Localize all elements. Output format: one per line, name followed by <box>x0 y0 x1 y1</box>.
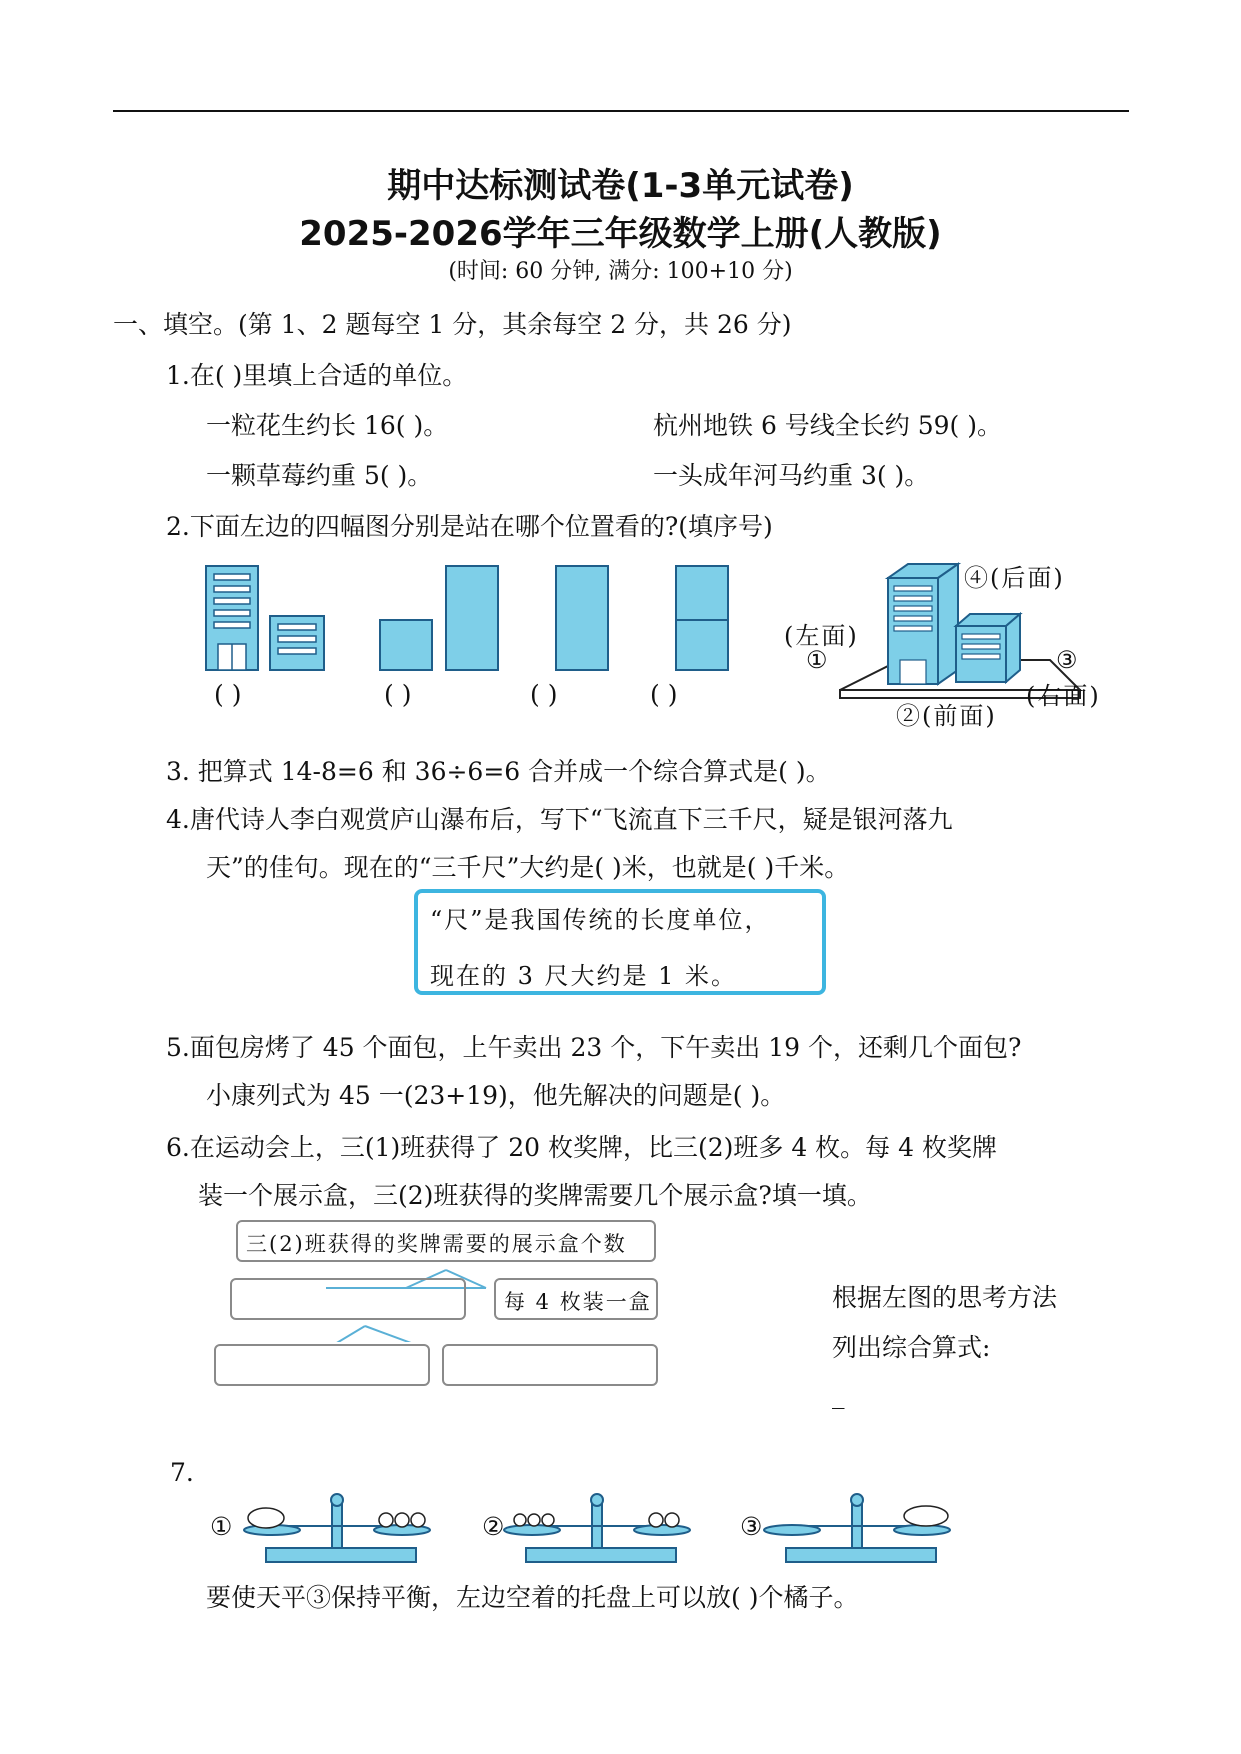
flow-blank-box[interactable] <box>442 1344 658 1386</box>
q5-line1: 5.面包房烤了 45 个面包，上午卖出 23 个，下午卖出 19 个，还剩几个面包? <box>166 1033 1022 1062</box>
balance-scales-figure <box>236 1490 956 1570</box>
scale-label: ② <box>482 1512 505 1541</box>
view-c-figure <box>556 566 608 670</box>
q6-side-line2: 列出综合算式: <box>832 1333 991 1362</box>
right-label: (右面) <box>1026 682 1101 710</box>
q5-line2: 小康列式为 45 一(23+19)，他先解决的问题是( )。 <box>206 1081 786 1110</box>
view-a-figure <box>206 566 324 670</box>
view-b-figure <box>380 566 498 670</box>
q2-blank[interactable]: ( ) <box>384 680 412 709</box>
flow-blank-box[interactable] <box>214 1344 430 1386</box>
right-number: ③ <box>1056 646 1080 674</box>
q2-blank[interactable]: ( ) <box>214 680 242 709</box>
scale-label: ① <box>210 1512 233 1541</box>
scale-label: ③ <box>740 1512 763 1541</box>
q4-note-line1: “尺”是我国传统的长度单位， <box>430 906 771 934</box>
balance-scale-icon <box>504 1494 690 1562</box>
q1-item: 一颗草莓约重 5( )。 <box>206 461 433 490</box>
left-label: (左面) <box>784 622 859 650</box>
section-heading: 一、填空。(第 1、2 题每空 1 分，其余每空 2 分，共 26 分) <box>113 310 792 339</box>
q2-blank[interactable]: ( ) <box>650 680 678 709</box>
front-label: ②(前面) <box>896 702 997 730</box>
q4-line2: 天”的佳句。现在的“三千尺”大约是( )米，也就是( )千米。 <box>206 853 850 882</box>
q1-item: 一粒花生约长 16( )。 <box>206 411 449 440</box>
q6-line2: 装一个展示盒，三(2)班获得的奖牌需要几个展示盒?填一填。 <box>198 1181 872 1210</box>
flow-right-label: 每 4 枚装一盒 <box>504 1290 652 1314</box>
q2-prompt: 2.下面左边的四幅图分别是站在哪个位置看的?(填序号) <box>166 512 773 541</box>
q4-note-line2: 现在的 3 尺大约是 1 米。 <box>430 962 738 990</box>
back-label: ④(后面) <box>964 564 1065 592</box>
q4-line1: 4.唐代诗人李白观赏庐山瀑布后，写下“飞流直下三千尺，疑是银河落九 <box>166 805 953 834</box>
page-title: 期中达标测试卷(1-3单元试卷) <box>387 166 854 206</box>
balance-scale-icon <box>244 1494 430 1562</box>
q3-text: 3. 把算式 14-8=6 和 36÷6=6 合并成一个综合算式是( )。 <box>166 757 831 786</box>
q6-line1: 6.在运动会上，三(1)班获得了 20 枚奖牌，比三(2)班多 4 枚。每 4 枚奖牌 <box>166 1133 997 1162</box>
page-title-line2: 2025-2026学年三年级数学上册(人教版) <box>299 214 942 254</box>
q2-blank[interactable]: ( ) <box>530 680 558 709</box>
view-d-figure <box>676 566 728 670</box>
q6-answer-line[interactable]: _ <box>832 1380 845 1409</box>
q1-item: 一头成年河马约重 3( )。 <box>653 461 930 490</box>
q7-question: 要使天平③保持平衡，左边空着的托盘上可以放( )个橘子。 <box>206 1583 859 1612</box>
flow-top-label: 三(2)班获得的奖牌需要的展示盒个数 <box>246 1232 627 1256</box>
exam-subtitle: (时间: 60 分钟, 满分: 100+10 分) <box>448 259 793 284</box>
q7-number: 7. <box>170 1458 194 1487</box>
q1-item: 杭州地铁 6 号线全长约 59( )。 <box>653 411 1003 440</box>
q1-prompt: 1.在( )里填上合适的单位。 <box>166 361 468 390</box>
q6-side-line1: 根据左图的思考方法 <box>832 1283 1058 1312</box>
flow-blank-box[interactable] <box>230 1278 466 1320</box>
balance-scale-icon <box>764 1494 950 1562</box>
top-rule <box>113 110 1129 112</box>
left-number: ① <box>806 646 830 674</box>
